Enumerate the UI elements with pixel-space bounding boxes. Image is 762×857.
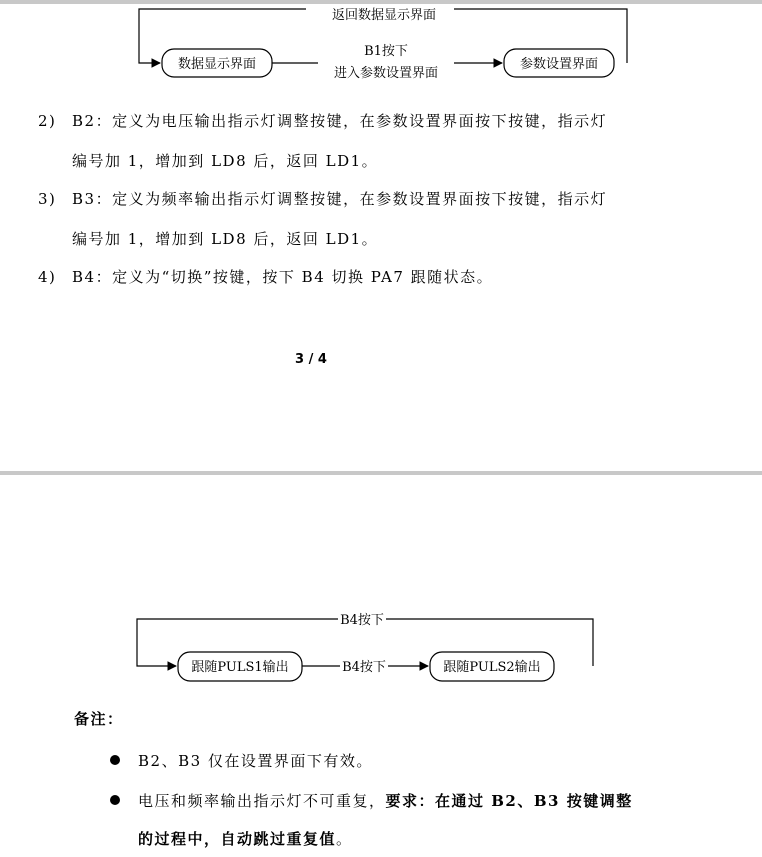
bullet-icon xyxy=(110,755,120,765)
node-follow-puls2-label: 跟随PULS2输出 xyxy=(443,660,541,675)
list-item-text: B2：定义为电压输出指示灯调整按键，在参数设置界面按下按键，指示灯 xyxy=(72,112,608,130)
list-item-3 xyxy=(38,188,607,209)
list-item-3-continuation: 编号加 1，增加到 LD8 后，返回 LD1。 xyxy=(72,230,379,248)
note-bullet-2-continuation xyxy=(138,828,353,849)
list-item-number: 4) xyxy=(38,268,57,286)
note-text: 。 xyxy=(336,830,353,848)
bullet-icon xyxy=(110,795,120,805)
node-data-display-label: 数据显示界面 xyxy=(177,57,257,72)
toggle-loop-label: B4按下 xyxy=(340,613,384,628)
list-item-number: 3) xyxy=(38,190,57,208)
page-separator xyxy=(0,471,762,475)
list-item-4 xyxy=(38,266,493,287)
list-item-2 xyxy=(38,110,607,131)
note-bullet-1 xyxy=(110,750,373,771)
page-number: 3 / 4 xyxy=(295,352,327,367)
flow-diagram-2 xyxy=(0,610,762,690)
return-label: 返回数据显示界面 xyxy=(331,8,437,23)
notes-title: 备注： xyxy=(74,710,124,728)
note-text: 电压和频率输出指示灯不可重复， xyxy=(138,792,386,810)
note-bullet-2 xyxy=(110,790,633,811)
note-text-emphasis: 要求：在通过 B2、B3 按键调整 xyxy=(385,792,633,810)
flow-diagram-1 xyxy=(0,0,762,90)
forward-label-1: B1按下 xyxy=(364,44,408,59)
node-follow-puls1-label: 跟随PULS1输出 xyxy=(191,660,289,675)
forward-label-2: 进入参数设置界面 xyxy=(333,66,439,81)
list-item-number: 2) xyxy=(38,112,57,130)
list-item-text: B3：定义为频率输出指示灯调整按键，在参数设置界面按下按键，指示灯 xyxy=(72,190,608,208)
toggle-forward-label: B4按下 xyxy=(342,660,386,675)
list-item-text: B4：定义为“切换”按键，按下 B4 切换 PA7 跟随状态。 xyxy=(72,268,494,286)
note-text: B2、B3 仅在设置界面下有效。 xyxy=(138,752,373,770)
node-param-setting-label: 参数设置界面 xyxy=(519,57,599,72)
list-item-2-continuation: 编号加 1，增加到 LD8 后，返回 LD1。 xyxy=(72,152,379,170)
note-text-emphasis: 的过程中，自动跳过重复值 xyxy=(138,830,337,848)
